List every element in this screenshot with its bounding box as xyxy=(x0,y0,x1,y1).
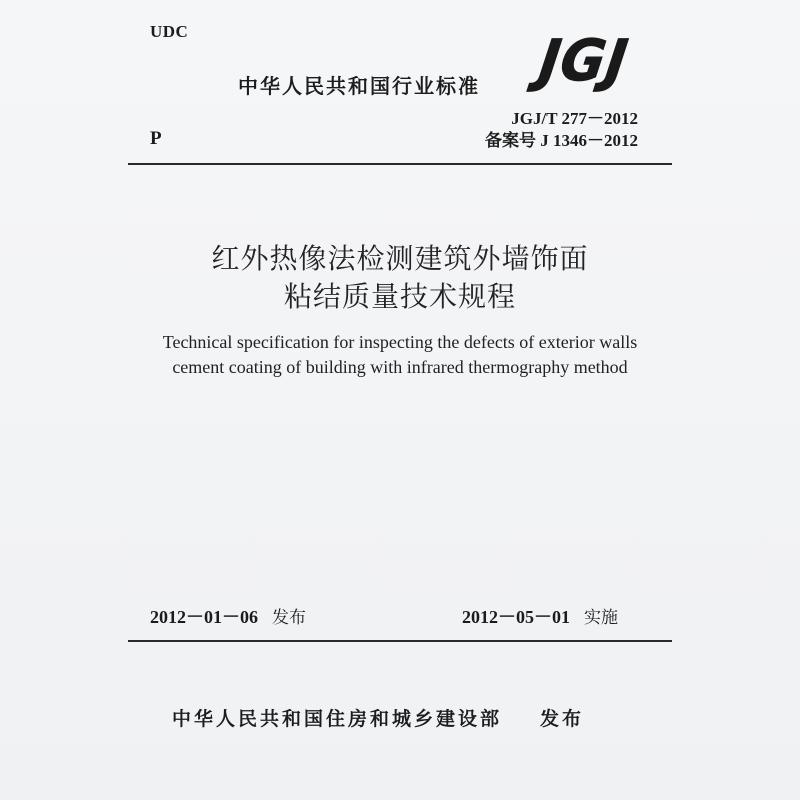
english-title xyxy=(0,330,800,380)
english-title-line2: cement coating of building with infrared thermography method xyxy=(172,357,628,377)
standard-number: JGJ/T 277－2012 xyxy=(511,109,638,128)
bottom-divider xyxy=(128,640,672,642)
publisher-line xyxy=(172,704,584,731)
category-label: P xyxy=(150,128,162,149)
record-number: 备案号 J 1346－2012 xyxy=(485,131,638,150)
chinese-title-line1: 红外热像法检测建筑外墙饰面 xyxy=(211,242,589,275)
chinese-title-line2: 粘结质量技术规程 xyxy=(283,280,516,313)
top-divider xyxy=(128,163,672,165)
publish-label: 发布 xyxy=(540,708,585,730)
english-title-line1: Technical specification for inspecting the defects of exterior walls xyxy=(162,332,638,352)
effective-date: 2012－05－01 xyxy=(462,607,570,627)
publisher-name: 中华人民共和国住房和城乡建设部 xyxy=(172,708,503,730)
effective-label: 实施 xyxy=(584,608,618,628)
release-date-row xyxy=(150,603,306,629)
release-date: 2012－01－06 xyxy=(150,607,258,627)
standard-numbers xyxy=(485,108,638,152)
jgj-logo: JGJ xyxy=(535,27,633,94)
effective-date-row xyxy=(462,603,618,629)
udc-label: UDC xyxy=(150,22,189,41)
issuer-line: 中华人民共和国行业标准 xyxy=(238,74,480,98)
chinese-title xyxy=(0,240,800,316)
release-label: 发布 xyxy=(272,608,306,628)
